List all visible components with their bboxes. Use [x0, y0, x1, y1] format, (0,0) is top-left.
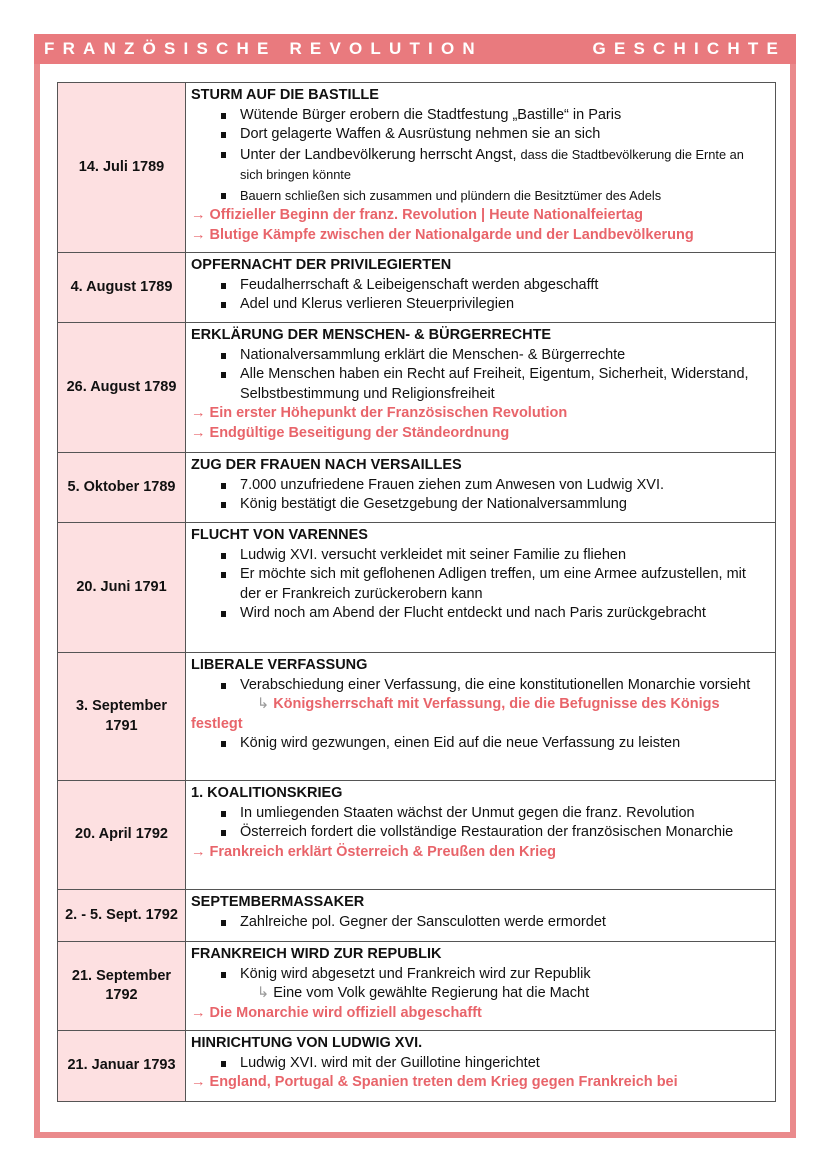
bullet-text: Dort gelagerte Waffen & Ausrüstung nehmen sie an sich — [240, 126, 601, 142]
consequence-line: → Ein erster Höhepunkt der Französischen Revolution — [191, 405, 568, 421]
bullet-text: Adel und Klerus verlieren Steuerprivilegien — [240, 296, 515, 312]
bullet-item — [191, 804, 769, 824]
event-date — [58, 453, 186, 523]
sub-arrow-icon: ↳ — [257, 985, 274, 1001]
date-text: 26. August 1789 — [66, 378, 177, 395]
bullet-item — [191, 365, 769, 404]
event-title: OPFERNACHT DER PRIVILEGIERTEN — [191, 257, 452, 273]
bullet-item — [191, 106, 769, 126]
sub-text: Eine vom Volk gewählte Regierung hat die Macht — [273, 985, 590, 1001]
event-title: SEPTEMBERMASSAKER — [191, 894, 365, 910]
event-content — [186, 890, 776, 942]
date-text: 3. September 1791 — [75, 698, 168, 734]
bullet-text: Verabschiedung einer Verfassung, die eine konstitutionellen Monarchie vorsieht — [240, 676, 751, 693]
timeline-row — [58, 942, 776, 1031]
event-content — [186, 253, 776, 323]
date-text: 20. Juni 1791 — [76, 578, 167, 595]
event-date — [58, 323, 186, 453]
event-content — [186, 942, 776, 1031]
sub-arrow-icon: ↳ — [257, 696, 274, 712]
timeline-row — [58, 83, 776, 253]
date-text: 21. Januar 1793 — [67, 1057, 176, 1074]
event-title: STURM AUF DIE BASTILLE — [191, 87, 379, 103]
event-title: 1. KOALITIONSKRIEG — [191, 785, 343, 801]
sub-text: Königsherrschaft mit Verfassung, die die Befugnisse des Königs festlegt — [191, 696, 720, 732]
bullet-item — [191, 546, 769, 566]
bullet-text: Österreich fordert die vollständige Restauration der französischen Monarchie — [240, 824, 734, 840]
bullet-text: Feudalherrschaft & Leibeigenschaft werden abgeschafft — [240, 276, 599, 293]
bullet-item — [191, 913, 769, 933]
consequence-line: → Die Monarchie wird offiziell abgeschafft — [191, 1004, 482, 1021]
date-text: 4. August 1789 — [70, 278, 173, 295]
event-content — [186, 523, 776, 653]
sub-consequence — [191, 695, 769, 734]
bullet-item — [191, 346, 769, 366]
timeline-row — [58, 781, 776, 890]
bullet-item — [191, 276, 769, 296]
timeline-row — [58, 523, 776, 653]
bullet-item — [191, 476, 769, 496]
subject-label: GESCHICHTE — [592, 39, 786, 58]
event-title: FRANKREICH WIRD ZUR REPUBLIK — [191, 946, 442, 962]
date-text: 21. September 1792 — [71, 967, 172, 1003]
bullet-small-text: Bauern schließen sich zusammen und plündern die Besitztümer des Adels — [240, 187, 662, 203]
date-text: 2. - 5. Sept. 1792 — [65, 906, 178, 923]
bullet-text: Nationalversammlung erklärt die Menschen- & Bürgerrechte — [240, 346, 626, 363]
event-title: LIBERALE VERFASSUNG — [191, 657, 368, 673]
event-content — [186, 1031, 776, 1102]
timeline-row — [58, 253, 776, 323]
bullet-item — [191, 145, 769, 186]
event-title: ZUG DER FRAUEN NACH VERSAILLES — [191, 457, 462, 473]
bullet-text: König wird abgesetzt und Frankreich wird zur Republik — [240, 965, 591, 982]
timeline-row — [58, 323, 776, 453]
bullet-text: Zahlreiche pol. Gegner der Sansculotten werde ermordet — [240, 913, 606, 930]
date-text: 20. April 1792 — [75, 826, 168, 843]
bullet-item — [191, 125, 769, 145]
consequence-line: → Endgültige Beseitigung der Ständeordnung — [191, 424, 510, 441]
event-date — [58, 942, 186, 1031]
event-title: ERKLÄRUNG DER MENSCHEN- & BÜRGERRECHTE — [191, 327, 552, 343]
consequence-line: → Frankreich erklärt Österreich & Preußen den Krieg — [191, 843, 557, 860]
bullet-item — [191, 823, 769, 843]
date-text: 14. Juli 1789 — [78, 158, 165, 175]
event-title: FLUCHT VON VARENNES — [191, 527, 368, 543]
bullet-text: Er möchte sich mit geflohenen Adligen treffen, um eine Armee aufzustellen, mit der er Frankreich zurückerobern kann — [240, 566, 746, 602]
timeline-row — [58, 653, 776, 781]
event-date — [58, 253, 186, 323]
date-text: 5. Oktober 1789 — [67, 478, 176, 495]
bullet-text: König bestätigt die Gesetzgebung der Nationalversammlung — [240, 496, 627, 512]
bullet-text: Ludwig XVI. wird mit der Guillotine hingerichtet — [240, 1054, 540, 1071]
event-title: HINRICHTUNG VON LUDWIG XVI. — [191, 1035, 423, 1051]
bullet-item — [191, 676, 769, 696]
bullet-text: Wird noch am Abend der Flucht entdeckt und nach Paris zurückgebracht — [240, 605, 706, 621]
event-content — [186, 83, 776, 253]
bullet-text: Alle Menschen haben ein Recht auf Freiheit, Eigentum, Sicherheit, Widerstand, Selbstbestimmung und Religionsfreiheit — [240, 366, 749, 402]
bullet-text: Unter der Landbevölkerung herrscht Angst, — [240, 146, 521, 163]
bullet-item — [191, 565, 769, 604]
event-date — [58, 781, 186, 890]
consequence-line: → Offizieller Beginn der franz. Revolution | Heute Nationalfeiertag — [191, 207, 644, 223]
bullet-text: Ludwig XVI. versucht verkleidet mit seiner Familie zu fliehen — [240, 546, 627, 563]
sub-item — [191, 984, 769, 1004]
event-content — [186, 781, 776, 890]
event-date — [58, 890, 186, 942]
event-content — [186, 653, 776, 781]
event-content — [186, 323, 776, 453]
bullet-item — [191, 495, 769, 515]
timeline-row — [58, 1031, 776, 1102]
bullet-small-text: dass die Stadtbevölkerung die Ernte an sich bringen könnte — [240, 146, 744, 182]
event-date — [58, 653, 186, 781]
bullet-item — [191, 965, 769, 985]
bullet-item — [191, 295, 769, 315]
event-date — [58, 1031, 186, 1102]
timeline-row — [58, 890, 776, 942]
consequence-line: → England, Portugal & Spanien treten dem Krieg gegen Frankreich bei — [191, 1074, 678, 1090]
bullet-item — [191, 1054, 769, 1074]
bullet-item — [191, 186, 769, 207]
bullet-text: 7.000 unzufriedene Frauen ziehen zum Anwesen von Ludwig XVI. — [240, 476, 664, 493]
bullet-text: Wütende Bürger erobern die Stadtfestung „Bastille“ in Paris — [240, 106, 622, 123]
bullet-item — [191, 734, 769, 754]
bullet-text: König wird gezwungen, einen Eid auf die neue Verfassung zu leisten — [240, 735, 681, 751]
page-title: FRANZÖSISCHE REVOLUTION — [44, 39, 483, 58]
timeline-row — [58, 453, 776, 523]
consequence-line: → Blutige Kämpfe zwischen der Nationalgarde und der Landbevölkerung — [191, 226, 694, 243]
timeline-table — [57, 82, 776, 1102]
event-date — [58, 523, 186, 653]
event-content — [186, 453, 776, 523]
bullet-item — [191, 604, 769, 624]
event-date — [58, 83, 186, 253]
bullet-text: In umliegenden Staaten wächst der Unmut gegen die franz. Revolution — [240, 804, 695, 821]
page-header — [34, 34, 796, 64]
